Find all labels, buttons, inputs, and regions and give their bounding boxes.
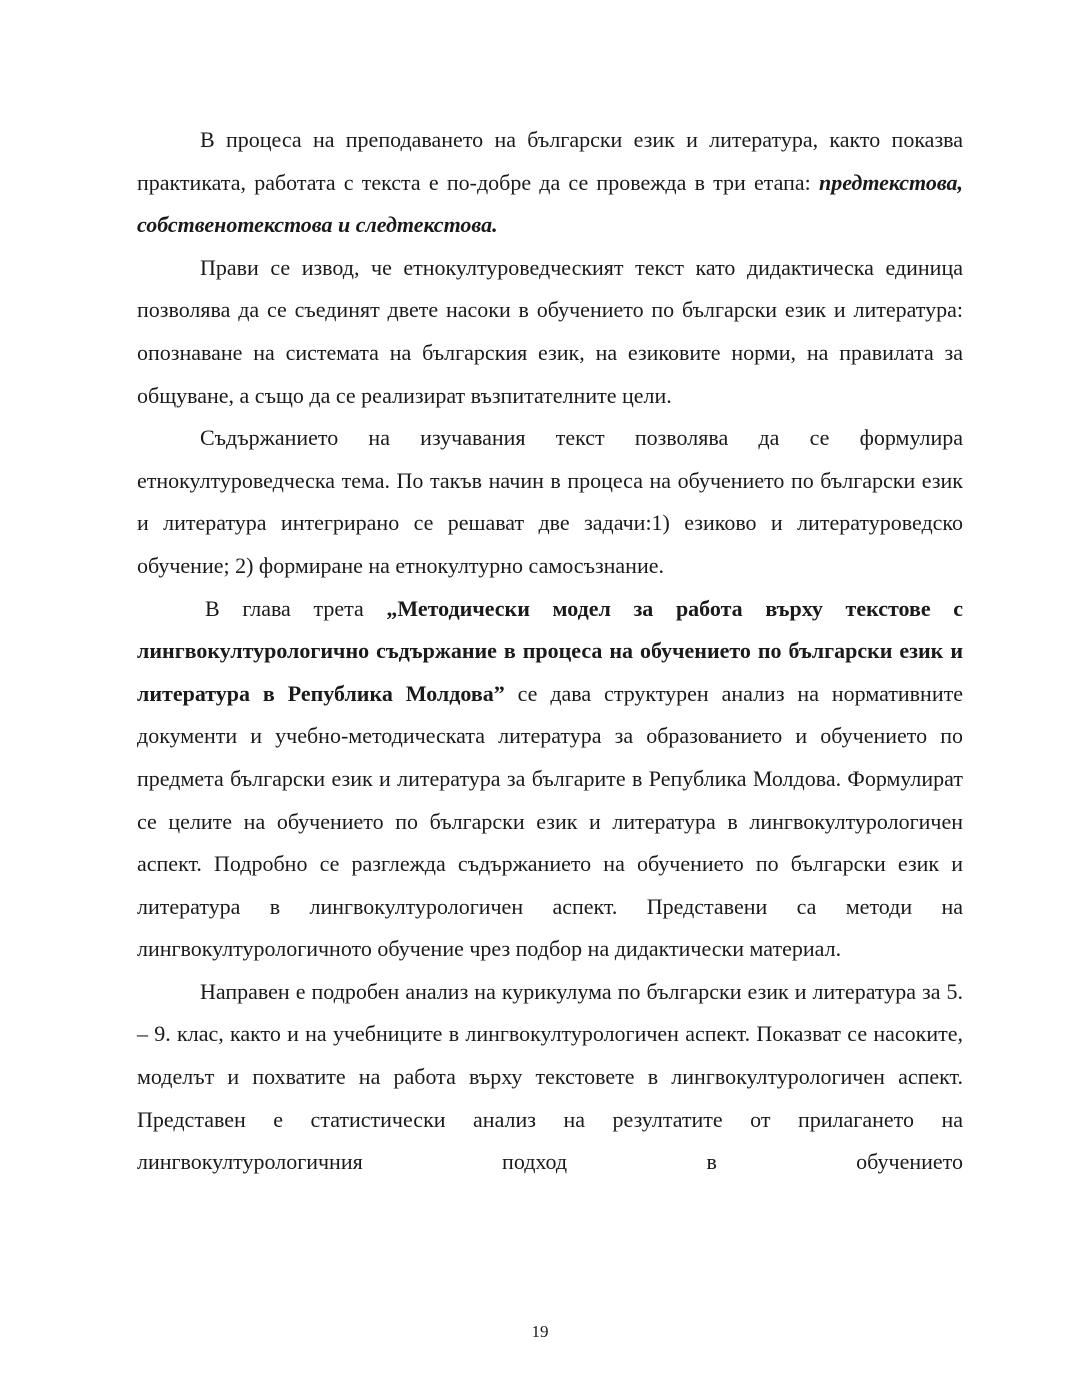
chapter-three-lead: В глава трета [205, 595, 387, 621]
stages-emphasis: предтекстова, собственотекстова и следтекстова. [137, 169, 963, 238]
body-text [137, 119, 963, 1184]
paragraph-conclusion: Прави се извод, че етнокултуроведческият текст като дидактическа единица позволява да се съединят двете насоки в обучението по български език и литература: опознаване на системата на българския език, на езиковите норми, на правилата за общуване, а също да се реализират възпитателните цели. [137, 254, 963, 408]
paragraph-stages-text: В процеса на преподаването на български език и литература, както показва практиката, работата с текста е по-добре да се провежда в три етапа: [137, 127, 963, 195]
chapter-three-title: „Методически модел за работа върху текстове с лингвокултурологично съдържание в процеса на обучението по български език и литература в Република Молдова” [137, 595, 963, 706]
paragraph-analysis: Направен е подробен анализ на курикулума по български език и литература за 5. – 9. клас, както и на учебниците в лингвокултурологичен аспект. Показват се насоките, моделът и похватите на работа върху текстовете в лингвокултурологичен аспект. Представен е статистически анализ на резултатите от прилагането на лингвокултурологичния подход в обучението [137, 978, 963, 1175]
chapter-three-text: се дава структурен анализ на нормативните документи и учебно-методическата литература за образованието и обучението по предмета български език и литература за българите в Република Молдова. Формулират се целите на обучението по български език и литература в лингвокултурологичен аспект. Подробно се разглежда съдържанието на обучението по български език и литература в лингвокултурологичен аспект. Представени са методи на лингвокултурологичното обучение чрез подбор на дидактически материал. [137, 680, 963, 962]
paragraph-chapter-three [137, 588, 963, 971]
paragraph-content: Съдържанието на изучавания текст позволява да се формулира етнокултуроведческа тема. По такъв начин в процеса на обучението по български език и литература интегрирано се решават две задачи:1) езиково и литературоведско обучение; 2) формиране на етнокултурно самосъзнание. [137, 425, 963, 578]
paragraph-stages [137, 119, 963, 247]
page-number: 19 [531, 1322, 549, 1341]
